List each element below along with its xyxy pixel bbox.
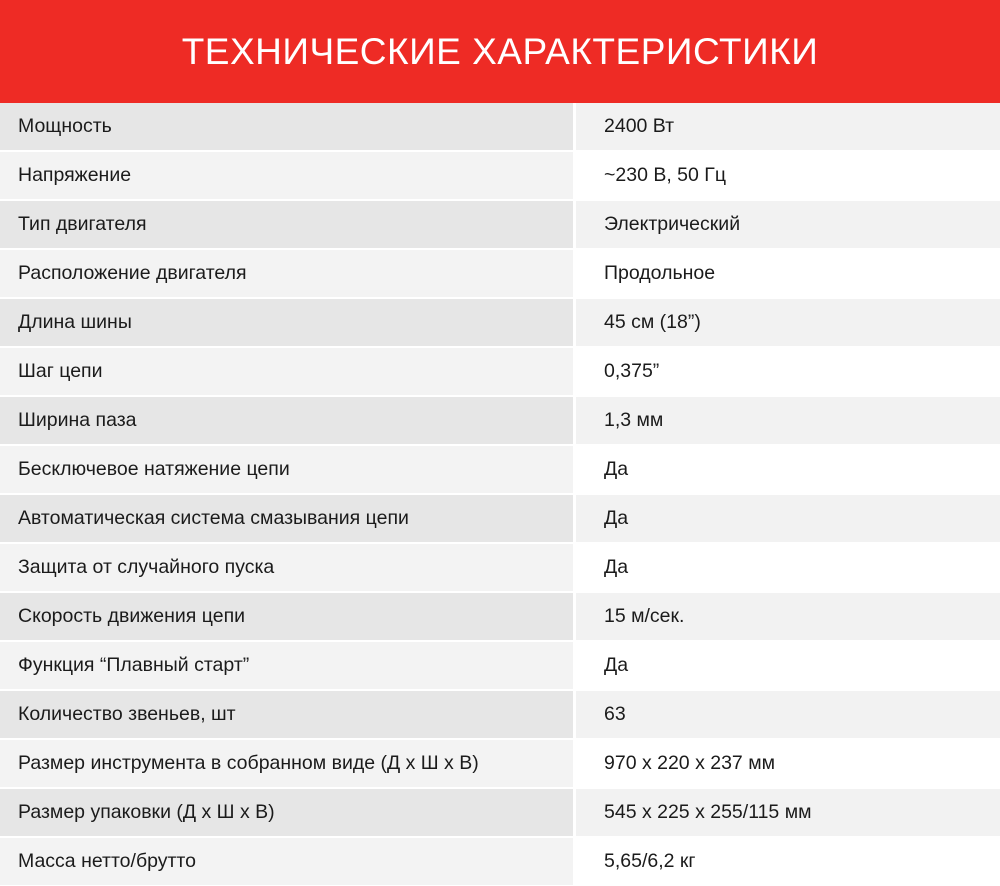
spec-value: Электрический	[576, 201, 1000, 248]
spec-label: Расположение двигателя	[0, 250, 573, 297]
spec-value: Да	[576, 495, 1000, 542]
spec-value: 2400 Вт	[576, 103, 1000, 150]
spec-label: Тип двигателя	[0, 201, 573, 248]
spec-value: ~230 В, 50 Гц	[576, 152, 1000, 199]
spec-label: Шаг цепи	[0, 348, 573, 395]
spec-label: Ширина паза	[0, 397, 573, 444]
spec-row-soft-start	[0, 642, 1000, 689]
spec-row-chain-speed	[0, 593, 1000, 640]
page-title: ТЕХНИЧЕСКИЕ ХАРАКТЕРИСТИКИ	[181, 30, 819, 72]
spec-row-tool-size	[0, 740, 1000, 787]
spec-label: Функция “Плавный старт”	[0, 642, 573, 689]
spec-value: 0,375”	[576, 348, 1000, 395]
spec-value: 63	[576, 691, 1000, 738]
spec-value: 15 м/сек.	[576, 593, 1000, 640]
spec-value: Да	[576, 446, 1000, 493]
spec-header-banner	[0, 0, 1000, 103]
spec-table	[0, 103, 1000, 886]
spec-row-keyless-tension	[0, 446, 1000, 493]
spec-row-chain-pitch	[0, 348, 1000, 395]
spec-value: Да	[576, 642, 1000, 689]
spec-value: 545 х 225 х 255/115 мм	[576, 789, 1000, 836]
spec-value: Да	[576, 544, 1000, 591]
spec-row-start-protection	[0, 544, 1000, 591]
spec-row-package-size	[0, 789, 1000, 836]
spec-value: 1,3 мм	[576, 397, 1000, 444]
spec-row-auto-lubrication	[0, 495, 1000, 542]
spec-value: Продольное	[576, 250, 1000, 297]
spec-row-bar-length	[0, 299, 1000, 346]
spec-label: Бесключевое натяжение цепи	[0, 446, 573, 493]
spec-row-groove-width	[0, 397, 1000, 444]
spec-label: Мощность	[0, 103, 573, 150]
spec-row-power	[0, 103, 1000, 150]
spec-row-link-count	[0, 691, 1000, 738]
spec-value: 45 см (18”)	[576, 299, 1000, 346]
spec-label: Размер инструмента в собранном виде (Д х Ш х В)	[0, 740, 573, 787]
spec-label: Защита от случайного пуска	[0, 544, 573, 591]
spec-label: Скорость движения цепи	[0, 593, 573, 640]
spec-label: Длина шины	[0, 299, 573, 346]
spec-label: Количество звеньев, шт	[0, 691, 573, 738]
spec-value: 970 х 220 х 237 мм	[576, 740, 1000, 787]
spec-label: Автоматическая система смазывания цепи	[0, 495, 573, 542]
spec-row-weight	[0, 838, 1000, 885]
spec-row-engine-type	[0, 201, 1000, 248]
spec-value: 5,65/6,2 кг	[576, 838, 1000, 885]
spec-label: Напряжение	[0, 152, 573, 199]
spec-row-voltage	[0, 152, 1000, 199]
spec-row-engine-position	[0, 250, 1000, 297]
spec-label: Размер упаковки (Д х Ш х В)	[0, 789, 573, 836]
spec-label: Масса нетто/брутто	[0, 838, 573, 885]
